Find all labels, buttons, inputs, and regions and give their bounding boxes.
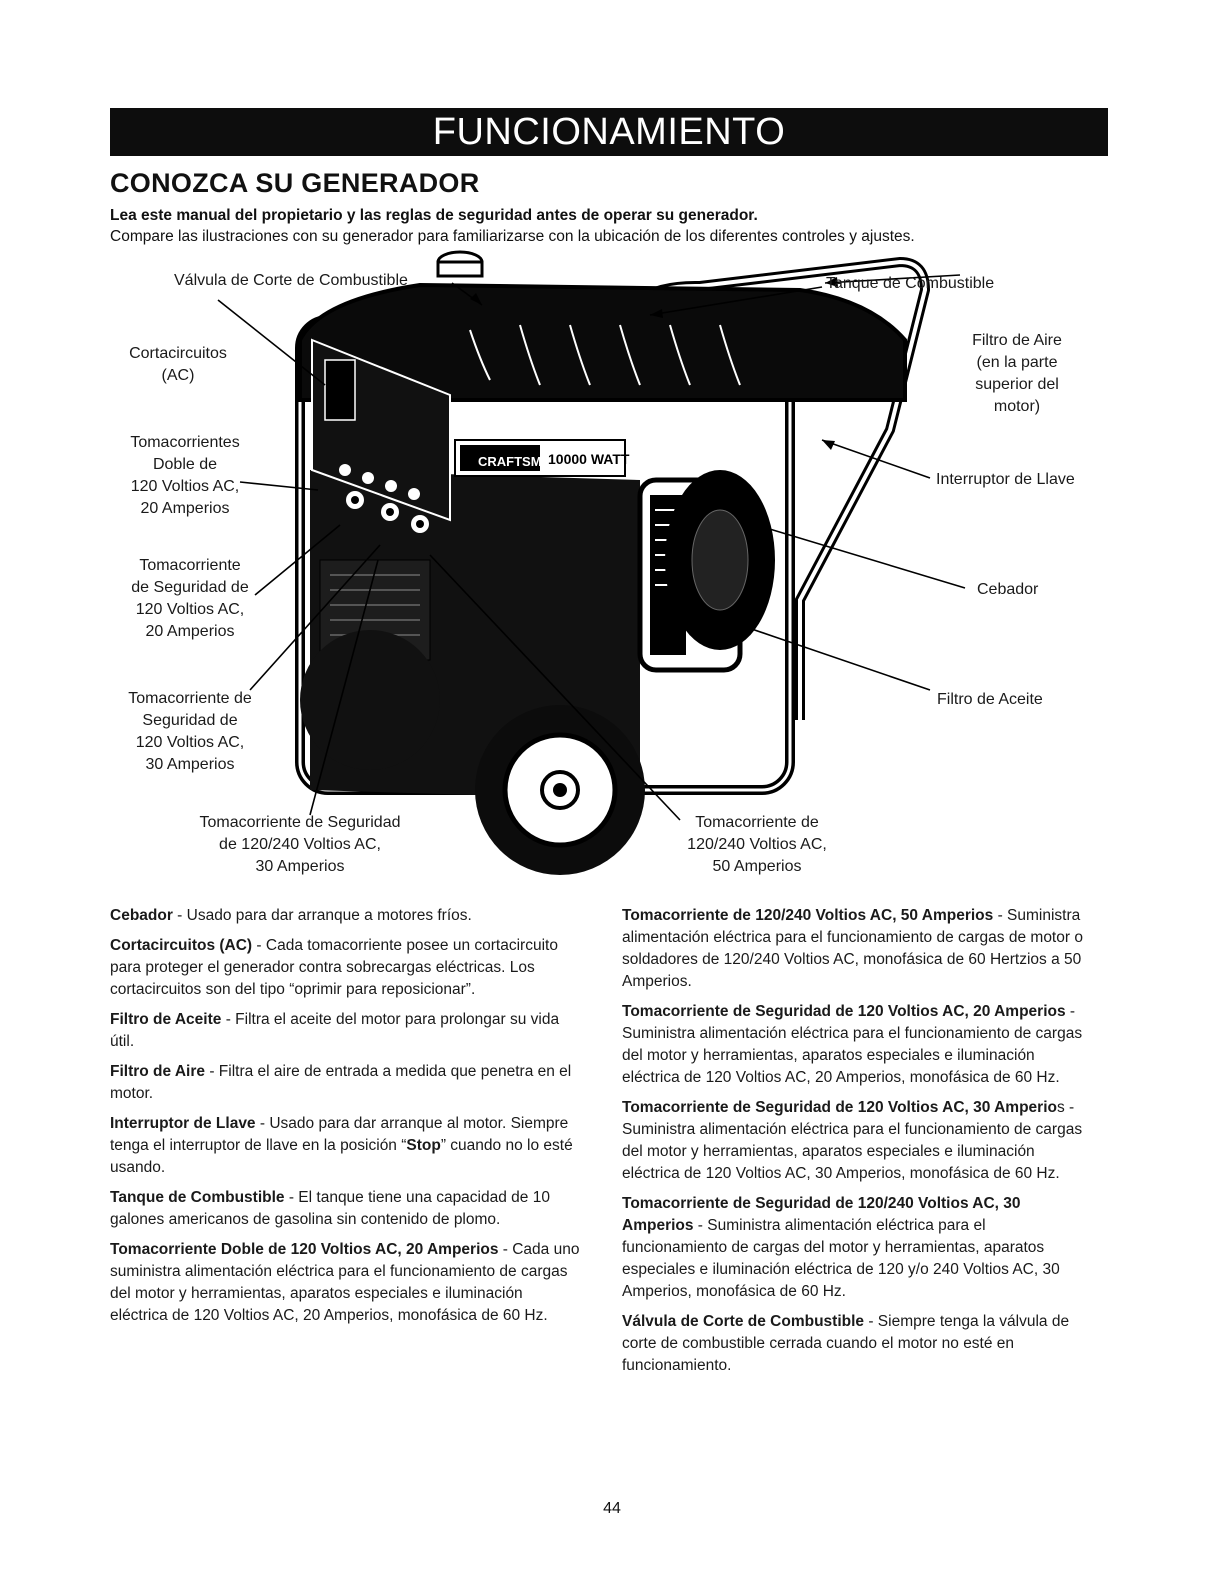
descriptions-left-column bbox=[110, 905, 580, 1335]
desc-toma-seguridad-240-30a: Tomacorriente de Seguridad de 120/240 Voltios AC, 30 Amperios - Suministra alimentación eléctrica para el funcionamiento de cargas del motor y herramientas, aparatos especiales e iluminación eléctrica de 120 y/o 240 Voltios AC, 30 Amperios, monofásica de 60 Hz. bbox=[622, 1195, 1060, 1300]
page-number: 44 bbox=[603, 1500, 621, 1517]
label-filtro-aire: Filtro de Aire (en la parte superior del motor) bbox=[972, 332, 1062, 415]
intro-bold-text: Lea este manual del propietario y las reglas de seguridad antes de operar su generador. bbox=[110, 207, 758, 224]
desc-cortacircuitos: Cortacircuitos (AC) - Cada tomacorriente posee un cortacircuito para proteger el generador contra sobrecargas eléctricas. Los cortacircuitos son del tipo “oprimir para reposicionar”. bbox=[110, 937, 558, 998]
descriptions-right-column bbox=[622, 905, 1092, 1385]
intro-text: Compare las ilustraciones con su generador para familiarizarse con la ubicación de los diferentes controles y ajustes. bbox=[110, 228, 915, 245]
generator-illustration bbox=[300, 252, 925, 875]
label-cortacircuitos: Cortacircuitos (AC) bbox=[129, 345, 227, 384]
label-filtro-aceite: Filtro de Aceite bbox=[937, 691, 1043, 708]
brand-logo-text: CRAFTSMAN bbox=[478, 454, 561, 469]
desc-tanque-combustible: Tanque de Combustible - El tanque tiene una capacidad de 10 galones americanos de gasolina sin contenido de plomo. bbox=[110, 1189, 550, 1228]
label-tomacorrientes-doble: Tomacorrientes Doble de 120 Voltios AC, 20 Amperios bbox=[130, 434, 240, 517]
label-toma-seguridad-30a: Tomacorriente de Seguridad de 120 Voltios AC, 30 Amperios bbox=[128, 690, 252, 773]
label-toma-seguridad-20a: Tomacorriente de Seguridad de 120 Voltios AC, 20 Amperios bbox=[131, 557, 249, 640]
desc-toma-seguridad-30a: Tomacorriente de Seguridad de 120 Voltios AC, 30 Amperios - Suministra alimentación eléctrica para el funcionamiento de cargas del motor y herramientas, aparatos especiales e iluminación eléctrica de 120 Voltios AC, 30 Amperios, monofásica de 60 Hz. bbox=[622, 1099, 1083, 1182]
desc-filtro-aire: Filtro de Aire - Filtra el aire de entrada a medida que penetra en el motor. bbox=[110, 1063, 572, 1102]
desc-tomacorriente-doble: Tomacorriente Doble de 120 Voltios AC, 20 Amperios - Cada uno suministra alimentación eléctrica para el funcionamiento de cargas del motor y herramientas, aparatos especiales e iluminación eléctrica de 120 Voltios AC, 20 Amperios, monofásica de 60 Hz. bbox=[110, 1241, 580, 1324]
page-title: CONOZCA SU GENERADOR bbox=[110, 168, 480, 198]
label-toma-seguridad-240-30a: Tomacorriente de Seguridad de 120/240 Voltios AC, 30 Amperios bbox=[199, 814, 401, 875]
desc-interruptor-llave: Interruptor de Llave - Usado para dar arranque al motor. Siempre tenga el interruptor de llave en la posición “Stop” cuando no lo esté usando. bbox=[110, 1115, 573, 1176]
label-valvula-corte: Válvula de Corte de Combustible bbox=[174, 272, 408, 289]
label-tanque-combustible: Tanque de Combustible bbox=[826, 275, 995, 292]
label-cebador: Cebador bbox=[977, 581, 1039, 598]
section-banner: FUNCIONAMIENTO bbox=[110, 108, 1108, 156]
desc-filtro-aceite: Filtro de Aceite - Filtra el aceite del motor para prolongar su vida útil. bbox=[110, 1011, 560, 1050]
desc-cebador: Cebador - Usado para dar arranque a motores fríos. bbox=[110, 907, 472, 924]
label-toma-240-50a: Tomacorriente de 120/240 Voltios AC, 50 Amperios bbox=[687, 814, 827, 875]
label-interruptor-llave: Interruptor de Llave bbox=[936, 471, 1075, 488]
desc-toma-seguridad-20a: Tomacorriente de Seguridad de 120 Voltios AC, 20 Amperios - Suministra alimentación eléctrica para el funcionamiento de cargas del motor y herramientas, aparatos especiales e iluminación eléctrica de 120 Voltios AC, 20 Amperios, monofásica de 60 Hz. bbox=[622, 1003, 1083, 1086]
watt-logo-text: 10000 WATT bbox=[548, 451, 630, 467]
desc-valvula-corte: Válvula de Corte de Combustible - Siempre tenga la válvula de corte de combustible cerrada cuando el motor no esté en funcionamiento. bbox=[622, 1313, 1070, 1374]
desc-toma-240-50a: Tomacorriente de 120/240 Voltios AC, 50 Amperios - Suministra alimentación eléctrica para el funcionamiento de cargas de motor o soldadores de 120/240 Voltios AC, monofásica de 60 Hertzios a 50 Amperios. bbox=[622, 907, 1083, 990]
